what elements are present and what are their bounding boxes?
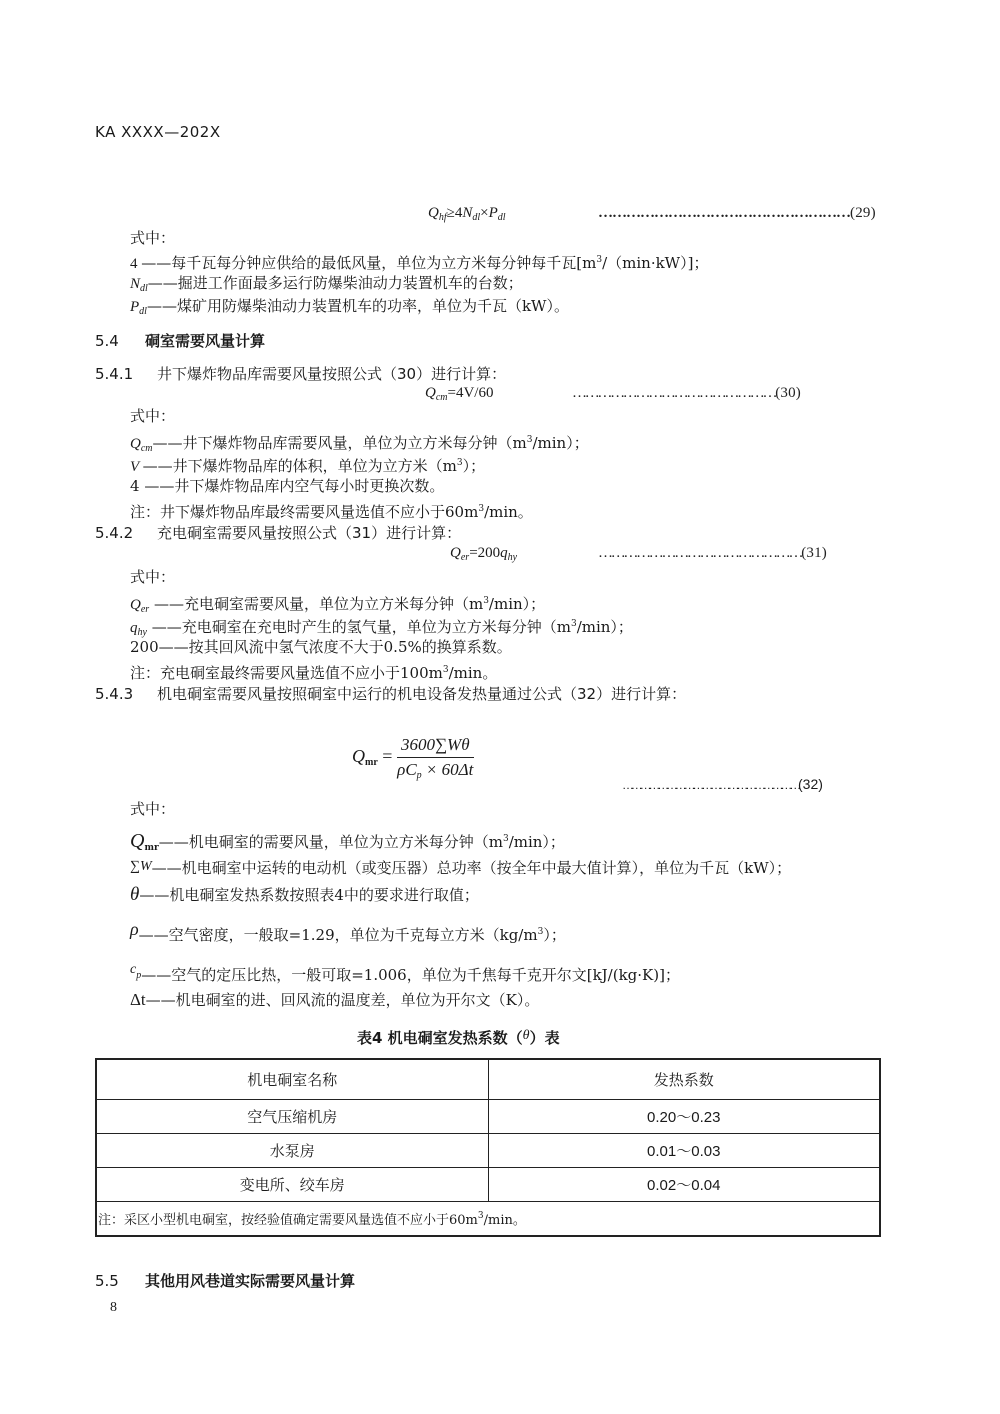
definition-text: ——机电硐室的进、回风流的温度差，单位为开尔文（K）。 — [145, 991, 540, 1009]
formula-30-leader — [572, 385, 801, 402]
definition-text: ——机电硐室的需要风量，单位为立方米每分钟（m — [158, 833, 503, 851]
formula-subscript: hf — [438, 212, 447, 223]
superscript: 3 — [477, 1211, 484, 1221]
formula-29-leader — [598, 205, 876, 222]
formula-number: (31) — [801, 545, 827, 561]
note-body: 注：充电硐室最终需要风量选值不应小于100m — [130, 664, 443, 682]
superscript: 3 — [478, 504, 485, 514]
formula-symbol: N — [462, 205, 473, 221]
formula-subscript: dl — [497, 212, 506, 223]
formula-fraction — [397, 735, 474, 781]
caption-text: ）表 — [529, 1029, 560, 1047]
definition-text: ——机电硐室发热系数按照表4中的要求进行取值； — [139, 886, 479, 904]
formula-32 — [352, 735, 474, 781]
definition-symbol: P — [130, 299, 140, 315]
formula-symbol: Q — [425, 385, 436, 401]
formula-operator: × — [480, 205, 489, 221]
definition-symbol: Q — [130, 830, 145, 852]
definition-text: ——充电硐室需要风量，单位为立方米每分钟（m — [149, 595, 484, 613]
definition-symbol: q — [130, 620, 138, 636]
denominator-rest: × 60Δt — [421, 760, 474, 779]
formula-symbol: Q — [428, 205, 439, 221]
formula-number: (29) — [850, 205, 876, 221]
formula-subscript: cm — [435, 392, 448, 403]
definition-text: ——每千瓦每分钟应供给的最低风量，单位为立方米每分钟每千瓦[m — [141, 254, 597, 272]
table-cell-coefficient: 0.20～0.23 — [488, 1100, 880, 1134]
definition-item — [130, 453, 485, 477]
table-header-cell: 机电硐室名称 — [96, 1059, 488, 1100]
superscript: 3 — [442, 665, 449, 675]
definition-symbol: 200 — [130, 638, 159, 656]
definition-item — [130, 250, 708, 274]
definition-item — [130, 637, 512, 657]
section-number: 5.4 — [95, 332, 119, 350]
clause-text: 充电硐室需要风量按照公式（31）进行计算： — [157, 524, 462, 542]
definition-text: ——掘进工作面最多运行防爆柴油动力装置机车的台数； — [147, 274, 523, 292]
definition-item — [130, 829, 565, 858]
clause-number: 5.4.1 — [95, 365, 134, 383]
definition-text: /min）； — [576, 618, 633, 636]
definition-text: ）； — [543, 926, 566, 944]
definition-symbol: ∑W — [130, 859, 152, 874]
note-text — [130, 499, 533, 522]
definition-text: ——充电硐室在充电时产生的氢气量，单位为立方米每分钟（m — [146, 618, 571, 636]
definition-text: ——井下爆炸物品库需要风量，单位为立方米每分钟（m — [152, 434, 527, 452]
note-body: /min。 — [448, 664, 498, 682]
note-body: /min。 — [484, 503, 533, 521]
table-header-row — [96, 1059, 880, 1100]
definition-item — [130, 296, 569, 322]
definition-text: /min）； — [532, 434, 589, 452]
formula-expression: =4V/60 — [447, 385, 494, 401]
definition-symbol: c — [130, 962, 137, 977]
definition-text: ——按其回风流中氢气浓度不大于0.5%的换算系数。 — [158, 638, 512, 656]
superscript: 3 — [570, 619, 577, 629]
superscript: 3 — [502, 834, 509, 844]
section-heading-5-4 — [95, 330, 265, 351]
where-intro: 式中： — [130, 407, 176, 425]
table-note-cell — [96, 1202, 880, 1237]
formula-number: (32) — [798, 776, 823, 792]
definition-subscript: er — [140, 604, 150, 615]
definition-symbol: 4 — [130, 256, 142, 272]
table-cell-coefficient: 0.01～0.03 — [488, 1134, 880, 1168]
definition-subscript: dl — [139, 306, 147, 317]
where-intro: 式中： — [130, 229, 176, 247]
definition-text: ——空气的定压比热，一般可取=1.006，单位为千焦每千克开尔文[kJ/(kg·K)]； — [141, 966, 680, 984]
definition-symbol: V — [130, 459, 143, 475]
definition-item — [130, 919, 566, 945]
formula-subscript: dl — [472, 212, 481, 223]
definition-symbol: ρ — [130, 919, 139, 939]
clause-number: 5.4.3 — [95, 685, 134, 703]
definition-item — [130, 476, 444, 496]
table-caption — [357, 1027, 560, 1048]
definition-text: ——机电硐室中运转的电动机（或变压器）总功率（按全年中最大值计算），单位为千瓦（kW）； — [151, 859, 792, 877]
definition-text: /min）； — [488, 595, 546, 613]
definition-subscript: p — [136, 970, 142, 981]
table-note-row — [96, 1202, 880, 1237]
formula-32-leader — [622, 776, 823, 792]
fraction-denominator — [397, 758, 474, 781]
definition-symbol: θ — [130, 884, 140, 905]
formula-symbol: Q — [352, 746, 365, 767]
leader-dots: ………………………………………… — [572, 385, 776, 401]
page-number: 8 — [110, 1300, 117, 1315]
formula-symbol: Q — [450, 545, 461, 561]
where-intro: 式中： — [130, 568, 176, 586]
definition-subscript: dl — [140, 283, 148, 294]
table-header-cell: 发热系数 — [488, 1059, 880, 1100]
leader-dots: ………………………………………… — [598, 545, 802, 561]
note-text — [130, 660, 497, 683]
definition-text: /（min·kW）]； — [602, 254, 709, 272]
formula-subscript: mr — [365, 757, 378, 769]
clause-5-4-2 — [95, 522, 461, 543]
superscript: 3 — [456, 458, 463, 468]
clause-number: 5.4.2 — [95, 524, 134, 542]
definition-subscript: hy — [137, 627, 147, 638]
formula-subscript: er — [460, 552, 470, 563]
denominator-subscript: p — [416, 770, 422, 781]
caption-text: 表4 机电硐室发热系数（ — [357, 1029, 523, 1047]
formula-31 — [450, 545, 517, 563]
definition-item — [130, 960, 680, 986]
definition-text: ）； — [462, 457, 486, 475]
definition-text: ——煤矿用防爆柴油动力装置机车的功率，单位为千瓦（kW）。 — [146, 297, 569, 315]
definition-subscript: mr — [144, 843, 159, 853]
clause-text: 机电硐室需要风量按照硐室中运行的机电设备发热量通过公式（32）进行计算： — [157, 685, 687, 703]
formula-29 — [428, 205, 506, 223]
section-heading-5-5 — [95, 1270, 355, 1291]
formula-31-leader — [598, 545, 827, 562]
section-number: 5.5 — [95, 1272, 119, 1290]
table-row — [96, 1134, 880, 1168]
superscript: 3 — [596, 255, 603, 265]
definition-text: /min）； — [508, 833, 565, 851]
leader-dots: ……………………………………………… — [598, 205, 850, 221]
superscript: 3 — [483, 596, 489, 606]
definition-text: ——空气密度，一般取=1.29，单位为千克每立方米（kg/m — [138, 926, 538, 944]
caption-symbol: θ — [522, 1028, 530, 1043]
definition-symbol: Q — [130, 597, 141, 613]
leader-dots: …………………………………………………… — [622, 778, 799, 792]
definition-item — [130, 885, 479, 905]
table-row — [96, 1168, 880, 1202]
formula-number: (30) — [775, 385, 801, 401]
formula-symbol: P — [488, 205, 498, 221]
definition-symbol: Δt — [130, 990, 146, 1009]
table-cell-room: 水泵房 — [96, 1134, 488, 1168]
section-title: 硐室需要风量计算 — [145, 332, 266, 350]
heat-coefficient-table — [95, 1058, 881, 1237]
definition-item — [130, 857, 791, 878]
note-body: 注：采区小型机电硐室，按经验值确定需要风量选值不应小于60m — [98, 1213, 478, 1228]
table-cell-coefficient: 0.02～0.04 — [488, 1168, 880, 1202]
definition-text: ——井下爆炸物品库内空气每小时更换次数。 — [144, 477, 445, 495]
definition-symbol: 4 — [130, 477, 145, 495]
formula-operator: ≥4 — [446, 205, 463, 221]
definition-subscript: cm — [140, 443, 153, 454]
definition-item — [130, 990, 539, 1010]
superscript: 3 — [526, 435, 533, 445]
formula-operator: = — [382, 746, 393, 767]
note-body: 注：井下爆炸物品库最终需要风量选值不应小于60m — [130, 503, 479, 521]
section-title: 其他用风巷道实际需要风量计算 — [145, 1272, 356, 1290]
formula-subscript: hy — [507, 552, 518, 563]
definition-text: ——井下爆炸物品库的体积，单位为立方米（m — [142, 457, 457, 475]
table-cell-room: 变电所、绞车房 — [96, 1168, 488, 1202]
clause-5-4-1 — [95, 363, 506, 384]
note-body: /min。 — [483, 1213, 526, 1228]
superscript: 3 — [537, 927, 544, 937]
formula-expression: =200 — [469, 545, 501, 561]
denominator-symbols: ρC — [397, 760, 417, 779]
definition-symbol: Q — [130, 436, 141, 452]
table-cell-room: 空气压缩机房 — [96, 1100, 488, 1134]
clause-text: 井下爆炸物品库需要风量按照公式（30）进行计算： — [157, 365, 507, 383]
document-code: KA XXXX—202X — [95, 123, 221, 141]
fraction-numerator: 3600∑Wθ — [397, 735, 474, 758]
clause-5-4-3 — [95, 683, 686, 704]
table-row — [96, 1100, 880, 1134]
definition-symbol: N — [130, 276, 141, 292]
formula-symbol: q — [500, 545, 508, 561]
formula-30 — [425, 385, 493, 403]
where-intro: 式中： — [130, 800, 176, 818]
